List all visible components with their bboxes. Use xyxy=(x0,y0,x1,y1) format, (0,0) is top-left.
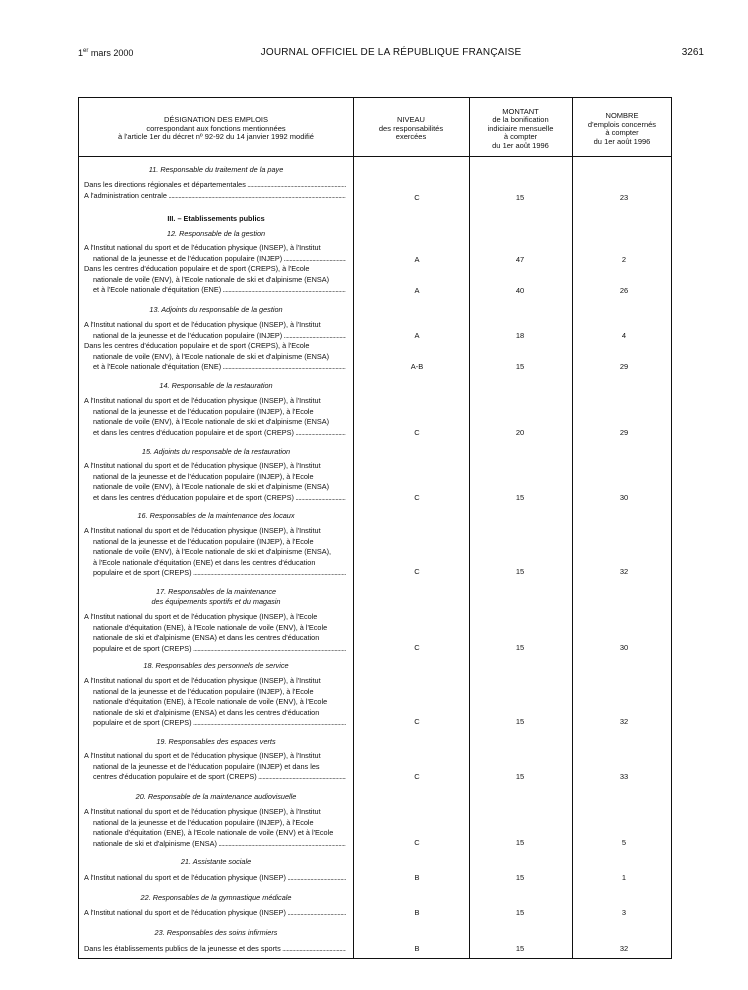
section-text xyxy=(84,526,346,579)
nombre-value: 33 xyxy=(619,772,629,781)
section-text xyxy=(84,320,346,373)
section-title: 16. Responsables de la maintenance des locaux xyxy=(137,511,295,520)
header-line: DÉSIGNATION DES EMPLOIS xyxy=(163,115,269,125)
section-title: 13. Adjoints du responsable de la gestion xyxy=(149,305,283,314)
niveau-value: C xyxy=(414,772,420,781)
section-title: 22. Responsables de la gymnastique médicale xyxy=(140,893,292,902)
niveau-value: B xyxy=(414,908,420,917)
nombre-value: 29 xyxy=(619,428,629,437)
montant-value: 15 xyxy=(515,493,525,502)
text-line: nationale de voile (ENV), à l'Ecole nationale de ski et d'alpinisme (ENSA), xyxy=(93,547,332,556)
nombre-value: 1 xyxy=(621,873,627,882)
text-line: A l'Institut national du sport et de l'éducation physique (INSEP), à l'Institut xyxy=(84,751,321,760)
text-line: national de la jeunesse et de l'éducation populaire (INJEP), à l'Ecole xyxy=(93,406,314,416)
montant-value: 15 xyxy=(515,944,525,953)
section-title: 17. Responsables de la maintenance xyxy=(155,587,277,596)
text-line: A l'Institut national du sport et de l'éducation physique (INSEP), à l'Institut xyxy=(84,396,321,405)
text-line: A l'Institut national du sport et de l'éducation physique (INSEP), à l'Ecole xyxy=(84,612,318,621)
montant-value: 20 xyxy=(515,428,525,437)
text-line: et dans les centres d'éducation populaire et de sport (CREPS) ..... xyxy=(84,428,346,439)
section-text xyxy=(84,944,346,955)
text-line: Dans les directions régionales et départementales ..... xyxy=(84,180,346,191)
text-line: et à l'Ecole nationale d'équitation (ENE) ..... xyxy=(84,362,346,373)
header-line: de la bonification xyxy=(492,115,549,125)
section-text xyxy=(84,396,346,438)
text-line: à l'Ecole nationale d'équitation (ENE) et dans les centres d'éducation xyxy=(93,557,316,567)
text-line: A l'administration centrale ..... xyxy=(84,191,346,202)
header-line: correspondant aux fonctions mentionnées xyxy=(146,123,286,133)
montant-value: 15 xyxy=(515,643,525,652)
montant-value: 15 xyxy=(515,908,525,917)
header-line: du 1er août 1996 xyxy=(593,136,651,146)
nombre-value: 4 xyxy=(621,331,627,340)
section-text xyxy=(84,461,346,503)
text-line: A l'Institut national du sport et de l'éducation physique (INSEP) ..... xyxy=(84,873,346,884)
section-title: 21. Assistante sociale xyxy=(180,857,252,866)
section-text xyxy=(84,180,346,201)
montant-value: 15 xyxy=(515,772,525,781)
section-heading: III. – Etablissements publics xyxy=(167,214,265,223)
section-title: 20. Responsable de la maintenance audiovisuelle xyxy=(135,792,297,801)
text-line: national de la jeunesse et de l'éducation populaire (INJEP) ..... xyxy=(84,331,346,342)
header-line: à l'article 1er du décret nº 92-92 du 14 janvier 1992 modifié xyxy=(118,132,314,142)
header-line: exercées xyxy=(395,132,427,142)
journal-title: JOURNAL OFFICIEL DE LA RÉPUBLIQUE FRANÇAISE xyxy=(260,47,522,58)
nombre-value: 32 xyxy=(619,567,629,576)
text-line: A l'Institut national du sport et de l'éducation physique (INSEP), à l'Institut xyxy=(84,461,321,470)
niveau-value: C xyxy=(414,193,420,202)
text-line: nationale d'équitation (ENE), à l'Ecole nationale de voile (ENV) et à l'Ecole xyxy=(93,828,334,837)
text-line: national de la jeunesse et de l'éducation populaire (INJEP), à l'Ecole xyxy=(93,817,314,827)
montant-value: 15 xyxy=(515,717,525,726)
header-line: indiciaire mensuelle xyxy=(487,123,554,133)
text-line: A l'Institut national du sport et de l'éducation physique (INSEP), à l'Institut xyxy=(84,320,321,329)
section-text xyxy=(84,908,346,919)
niveau-value: C xyxy=(414,838,420,847)
montant-value: 18 xyxy=(515,331,525,340)
montant-value: 15 xyxy=(515,873,525,882)
section-text xyxy=(84,807,346,849)
nombre-value: 23 xyxy=(619,193,629,202)
section-title: 11. Responsable du traitement de la paye xyxy=(148,165,284,174)
section-title: 19. Responsables des espaces verts xyxy=(156,737,276,746)
text-line: nationale de voile (ENV), à l'Ecole nationale de ski et d'alpinisme (ENSA) xyxy=(93,351,330,361)
text-line: national de la jeunesse et de l'éducation populaire (INJEP), à l'Ecole xyxy=(93,471,314,481)
header-nombre xyxy=(572,104,672,154)
niveau-value: A xyxy=(414,255,420,264)
header-line: MONTANT xyxy=(502,106,539,116)
nombre-value: 3 xyxy=(621,908,627,917)
header-line: à compter xyxy=(503,132,538,142)
section-title: 15. Adjoints du responsable de la restauration xyxy=(141,447,291,456)
text-line: nationale de ski et d'alpinisme (ENSA) ..... xyxy=(84,839,346,850)
niveau-value: A xyxy=(414,286,420,295)
text-line: nationale de voile (ENV), à l'Ecole nationale de ski et d'alpinisme (ENSA) xyxy=(93,274,330,284)
montant-value: 15 xyxy=(515,567,525,576)
text-line: et à l'Ecole nationale d'équitation (ENE) ..... xyxy=(84,285,346,296)
nombre-value: 30 xyxy=(619,643,629,652)
section-title: 18. Responsables des personnels de service xyxy=(143,661,289,670)
niveau-value: C xyxy=(414,567,420,576)
issue-date: 1er mars 2000 xyxy=(78,48,134,58)
text-line: nationale d'équitation (ENE), à l'Ecole nationale de voile (ENV), à l'Ecole xyxy=(93,697,328,706)
niveau-value: C xyxy=(414,643,420,652)
niveau-value: A-B xyxy=(410,362,424,371)
header-line: d'emplois concernés xyxy=(587,119,657,129)
montant-value: 47 xyxy=(515,255,525,264)
text-line: national de la jeunesse et de l'éducation populaire (INJEP), à l'Ecole xyxy=(93,536,314,546)
nombre-value: 26 xyxy=(619,286,629,295)
niveau-value: A xyxy=(414,331,420,340)
section-title: 12. Responsable de la gestion xyxy=(166,229,266,238)
text-line: national de la jeunesse et de l'éducation populaire (INJEP), à l'Ecole xyxy=(93,686,314,696)
header-line: à compter xyxy=(605,128,639,137)
text-line: populaire et de sport (CREPS) ..... xyxy=(84,718,346,729)
section-title: 23. Responsables des soins infirmiers xyxy=(154,928,278,937)
text-line: centres d'éducation populaire et de sport (CREPS) ..... xyxy=(84,772,346,783)
text-line: nationale de ski et d'alpinisme (ENSA) et dans les centres d'éducation xyxy=(93,633,320,642)
header-line: des responsabilités xyxy=(378,123,444,133)
nombre-value: 2 xyxy=(621,255,627,264)
montant-value: 15 xyxy=(515,838,525,847)
nombre-value: 32 xyxy=(619,944,629,953)
niveau-value: B xyxy=(414,944,420,953)
header-designation xyxy=(79,104,353,154)
montant-value: 40 xyxy=(515,286,525,295)
page-number: 3261 xyxy=(681,47,704,58)
header-line: NOMBRE xyxy=(605,111,639,120)
text-line: nationale de ski et d'alpinisme (ENSA) et dans les centres d'éducation xyxy=(93,707,320,717)
text-line: A l'Institut national du sport et de l'éducation physique (INSEP), à l'Institut xyxy=(84,243,321,252)
nombre-value: 29 xyxy=(619,362,629,371)
nombre-value: 32 xyxy=(619,717,629,726)
table-body xyxy=(79,157,671,958)
header-line: NIVEAU xyxy=(397,115,425,125)
text-line: Dans les centres d'éducation populaire et de sport (CREPS), à l'Ecole xyxy=(84,341,310,350)
nombre-value: 30 xyxy=(619,493,629,502)
text-line: national de la jeunesse et de l'éducation populaire (INJEP) et dans les xyxy=(93,761,320,771)
text-line: A l'Institut national du sport et de l'éducation physique (INSEP), à l'Institut xyxy=(84,526,321,535)
niveau-value: C xyxy=(414,428,420,437)
emplois-table xyxy=(78,97,672,959)
section-text xyxy=(84,873,346,884)
niveau-value: C xyxy=(414,493,420,502)
text-line: et dans les centres d'éducation populaire et de sport (CREPS) ..... xyxy=(84,493,346,504)
section-text xyxy=(84,676,346,729)
nombre-value: 5 xyxy=(621,838,627,847)
section-text xyxy=(84,612,346,654)
text-line: populaire et de sport (CREPS) ..... xyxy=(84,568,346,579)
text-line: populaire et de sport (CREPS) ..... xyxy=(84,644,346,655)
text-line: A l'Institut national du sport et de l'éducation physique (INSEP), à l'Institut xyxy=(84,676,321,685)
text-line: nationale de voile (ENV), à l'Ecole nationale de ski et d'alpinisme (ENSA) xyxy=(93,417,330,426)
section-text xyxy=(84,751,346,783)
text-line: A l'Institut national du sport et de l'éducation physique (INSEP), à l'Institut xyxy=(84,807,321,816)
header-niveau xyxy=(353,104,469,154)
niveau-value: C xyxy=(414,717,420,726)
niveau-value: B xyxy=(414,873,420,882)
text-line: A l'Institut national du sport et de l'éducation physique (INSEP) ..... xyxy=(84,908,346,919)
text-line: nationale d'équitation (ENE), à l'Ecole nationale de voile (ENV), à l'Ecole xyxy=(93,622,328,632)
section-title: 14. Responsable de la restauration xyxy=(159,381,273,390)
header-montant xyxy=(469,104,572,154)
text-line: Dans les établissements publics de la jeunesse et des sports ..... xyxy=(84,944,346,955)
header-line: du 1er août 1996 xyxy=(492,140,549,150)
text-line: Dans les centres d'éducation populaire et de sport (CREPS), à l'Ecole xyxy=(84,264,310,273)
text-line: national de la jeunesse et de l'éducation populaire (INJEP) ..... xyxy=(84,254,346,265)
section-text xyxy=(84,243,346,296)
page-header xyxy=(78,48,704,62)
text-line: nationale de voile (ENV), à l'Ecole nationale de ski et d'alpinisme (ENSA) xyxy=(93,482,330,491)
section-title: des équipements sportifs et du magasin xyxy=(151,597,281,606)
montant-value: 15 xyxy=(515,362,525,371)
montant-value: 15 xyxy=(515,193,525,202)
